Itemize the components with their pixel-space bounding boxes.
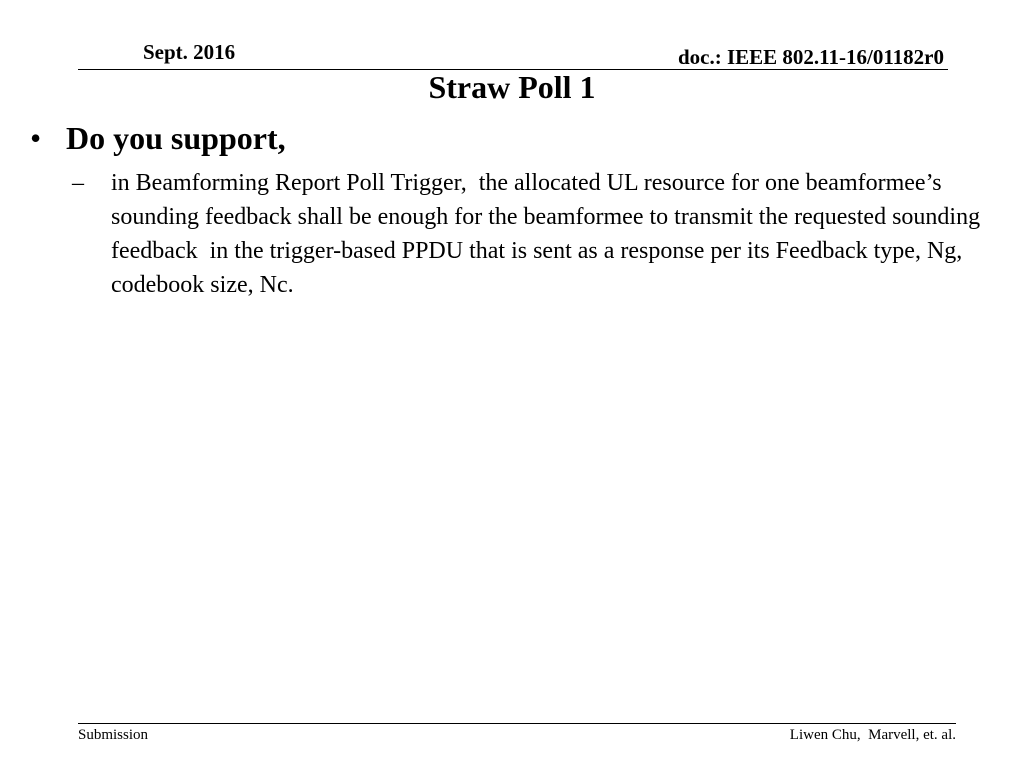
header-date: Sept. 2016 [143,40,236,64]
footer-submission: Submission [78,727,149,743]
dash-icon: – [72,170,84,196]
sub-bullet-item [72,166,992,302]
bullet-item [30,118,286,158]
slide-title: Straw Poll 1 [428,69,596,105]
bullet-icon: • [30,120,42,156]
sub-bullet-text: in Beamforming Report Poll Trigger, the allocated UL resource for one beamformee’s sounding feedback shall be enough for the beamformee to transmit the requested sounding feedback in the trigger-based PPDU that is sent as a response per its Feedback type, Ng, codebook size, Nc. [111,170,987,298]
footer-author: Liwen Chu, Marvell, et. al. [789,727,956,743]
footer-divider [78,723,956,724]
bullet-text: Do you support, [66,120,286,156]
document-id: doc.: IEEE 802.11-16/01182r0 [677,45,944,69]
